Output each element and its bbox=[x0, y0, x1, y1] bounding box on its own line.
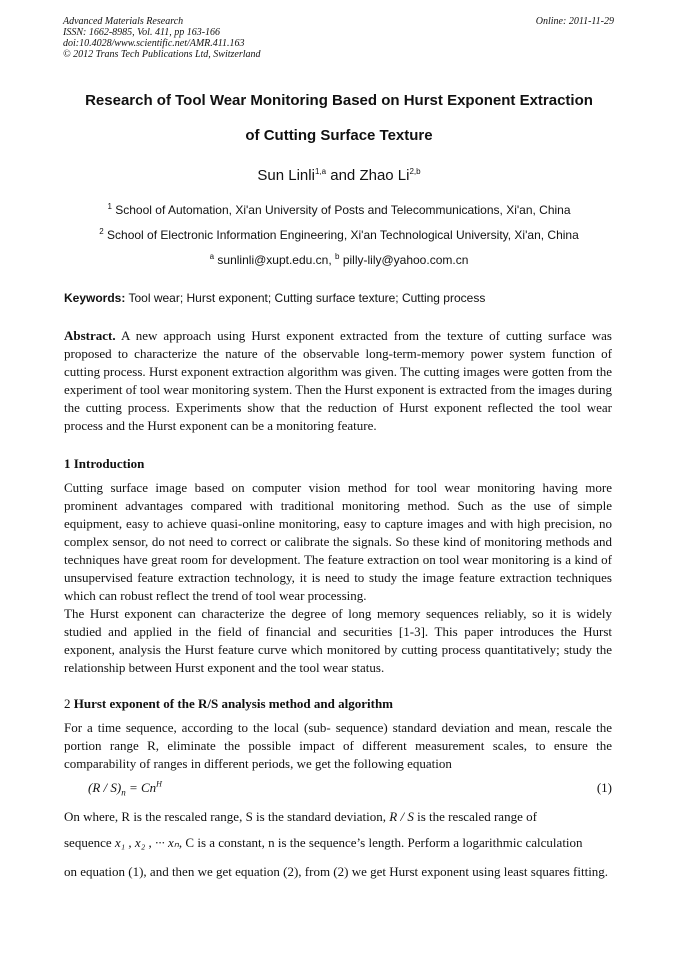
abstract bbox=[64, 327, 612, 435]
equation-1 bbox=[88, 780, 162, 798]
equation-1-lhs: (R / S) bbox=[88, 780, 122, 795]
paper-title-line-1: Research of Tool Wear Monitoring Based on Hurst Exponent Extraction bbox=[85, 92, 593, 109]
paper-title-line-2: of Cutting Surface Texture bbox=[245, 127, 433, 144]
affiliation-1-sup: 1 bbox=[107, 202, 112, 211]
sequence-symbol: x₁ , x₂ , ··· xₙ bbox=[114, 835, 179, 850]
keywords-label: Keywords: bbox=[64, 291, 126, 305]
email-a: sunlinli@xupt.edu.cn, bbox=[217, 253, 332, 267]
section-2-p2-start: On where, R is the rescaled range, S is the standard deviation, bbox=[64, 809, 387, 824]
author-2-name: Zhao Li bbox=[359, 167, 410, 184]
doi-line: doi:10.4028/www.scientific.net/AMR.411.163 bbox=[63, 38, 245, 49]
email-b: pilly-lily@yahoo.com.cn bbox=[342, 253, 469, 267]
section-1-paragraph-1: Cutting surface image based on computer vision method for tool wear monitoring having more prominent advantages compared with traditional monitoring method. Such as the use of simple equipment, easy to achieve quasi-online monitoring, easy to capture images and with high precision, no complex sensor, do not need to correct or calibrate the signals. So these kind of monitoring methods and techniques have great room for development. The feature extraction on tool wear monitoring is a kind of unsupervised feature extraction technology, it is need to study the image feature extraction techniques which can robust reflect the trend of tool wear processing. bbox=[64, 480, 612, 603]
equation-1-rhs: = Cn bbox=[125, 780, 157, 795]
section-1-body bbox=[64, 479, 612, 677]
affiliation-1-text: School of Automation, Xi'an University of Posts and Telecommunications, Xi'an, China bbox=[115, 203, 571, 217]
section-2-p3-end: , C is a constant, n is the sequence’s length. Perform a logarithmic calculation bbox=[178, 835, 583, 850]
section-2-paragraph-1: For a time sequence, according to the local (sub- sequence) standard deviation and mean, rescale the portion range R, eliminate the possible impact of different measurement scales, to ensure the comparability of ranges in different periods, we get the following equation bbox=[64, 720, 612, 771]
section-2-heading bbox=[64, 696, 393, 712]
section-2-paragraph-4: on equation (1), and then we get equation (2), from (2) we get Hurst exponent using least squares fitting. bbox=[64, 864, 609, 879]
abstract-label: Abstract. bbox=[64, 328, 116, 343]
author-emails bbox=[0, 253, 678, 267]
affiliation-2-text: School of Electronic Information Engineering, Xi'an Technological University, Xi'an, China bbox=[107, 228, 579, 242]
section-2-paragraph-3 bbox=[64, 834, 612, 852]
section-2-p3-start: sequence bbox=[64, 835, 112, 850]
section-2-p2-end: is the rescaled range of bbox=[417, 809, 537, 824]
author-1-sup: 1,a bbox=[314, 167, 327, 176]
author-1-name: Sun Linli bbox=[257, 167, 315, 184]
online-date: Online: 2011-11-29 bbox=[535, 16, 614, 27]
rescaled-range-symbol: R / S bbox=[389, 809, 414, 824]
author-2-sup: 2,b bbox=[409, 167, 421, 176]
section-2-number: 2 bbox=[64, 696, 74, 711]
equation-1-number: (1) bbox=[596, 780, 612, 795]
equation-1-subscript: n bbox=[121, 787, 126, 798]
keywords-text: Tool wear; Hurst exponent; Cutting surface texture; Cutting process bbox=[128, 291, 486, 305]
email-a-sup: a bbox=[209, 252, 215, 261]
section-2-title: Hurst exponent of the R/S analysis method and algorithm bbox=[73, 696, 393, 711]
copyright-line: © 2012 Trans Tech Publications Ltd, Switzerland bbox=[63, 49, 261, 60]
author-list bbox=[0, 167, 678, 184]
issn-line: ISSN: 1662-8985, Vol. 411, pp 163-166 bbox=[63, 27, 221, 38]
affiliation-2 bbox=[0, 228, 678, 242]
email-b-sup: b bbox=[335, 252, 340, 261]
affiliation-1 bbox=[0, 203, 678, 217]
journal-name: Advanced Materials Research bbox=[63, 16, 184, 27]
section-1-heading: 1 Introduction bbox=[64, 456, 145, 471]
section-1-paragraph-2: The Hurst exponent can characterize the degree of long memory sequences reliably, so it is widely studied and applied in the field of financial and securities [1-3]. This paper introduces the Hurst exponent, analysis the Hurst feature curve which monitored by cutting process quantitatively; study the relationship between Hurst exponent and the tool wear status. bbox=[64, 606, 612, 675]
section-2-paragraph-2 bbox=[64, 808, 612, 826]
abstract-text: A new approach using Hurst exponent extracted from the texture of cutting surface was proposed to characterize the nature of the observable long-term-memory power system function of cutting process. Hurst exponent extraction algorithm was given. The cutting images were gotten from the experiment of tool wear monitoring system. Then the Hurst exponent is extracted from the images during the cutting process. Experiments show that the reduction of Hurst exponent reflected the tool wear process and the Hurst exponent can be a monitoring feature. bbox=[64, 328, 612, 433]
affiliation-2-sup: 2 bbox=[99, 227, 104, 236]
keywords bbox=[64, 291, 485, 305]
equation-1-superscript: H bbox=[156, 779, 162, 789]
author-conjunction: and bbox=[326, 167, 360, 184]
